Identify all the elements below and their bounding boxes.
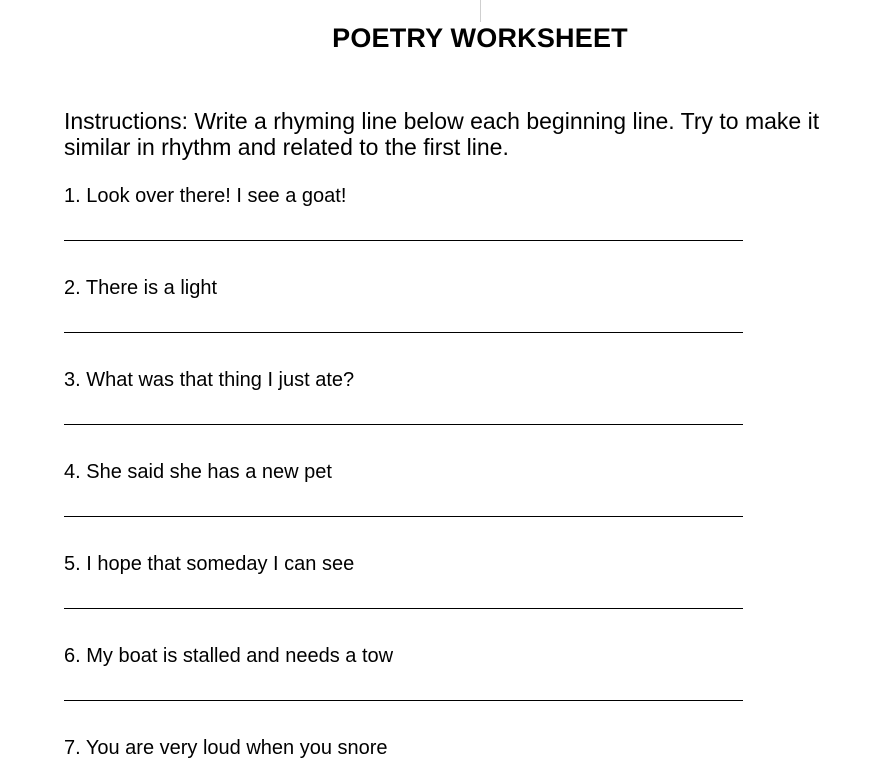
question-prompt: 2. There is a light — [64, 277, 218, 299]
question-prompt: 6. My boat is stalled and needs a tow — [64, 645, 394, 667]
answer-line[interactable] — [64, 700, 743, 701]
answer-line[interactable] — [64, 424, 743, 425]
worksheet-title: POETRY WORKSHEET — [332, 23, 628, 53]
question-item-6 — [64, 644, 744, 668]
answer-line[interactable] — [64, 240, 743, 241]
question-prompt: 4. She said she has a new pet — [64, 461, 332, 483]
question-item-4 — [64, 460, 744, 484]
answer-line[interactable] — [64, 608, 743, 609]
question-item-5 — [64, 552, 744, 576]
question-item-2 — [64, 276, 744, 300]
question-prompt: 7. You are very loud when you snore — [64, 737, 388, 759]
worksheet-instructions: Instructions: Write a rhyming line below each beginning line. Try to make it similar in rhythm and related to the first line. — [64, 108, 820, 160]
question-prompt: 3. What was that thing I just ate? — [64, 369, 355, 391]
answer-line[interactable] — [64, 516, 743, 517]
page-margin-guide — [480, 0, 481, 22]
question-prompt: 5. I hope that someday I can see — [64, 553, 355, 575]
question-item-7 — [64, 736, 744, 760]
answer-line[interactable] — [64, 332, 743, 333]
question-item-1 — [64, 184, 744, 208]
question-prompt: 1. Look over there! I see a goat! — [64, 185, 347, 207]
question-item-3 — [64, 368, 744, 392]
